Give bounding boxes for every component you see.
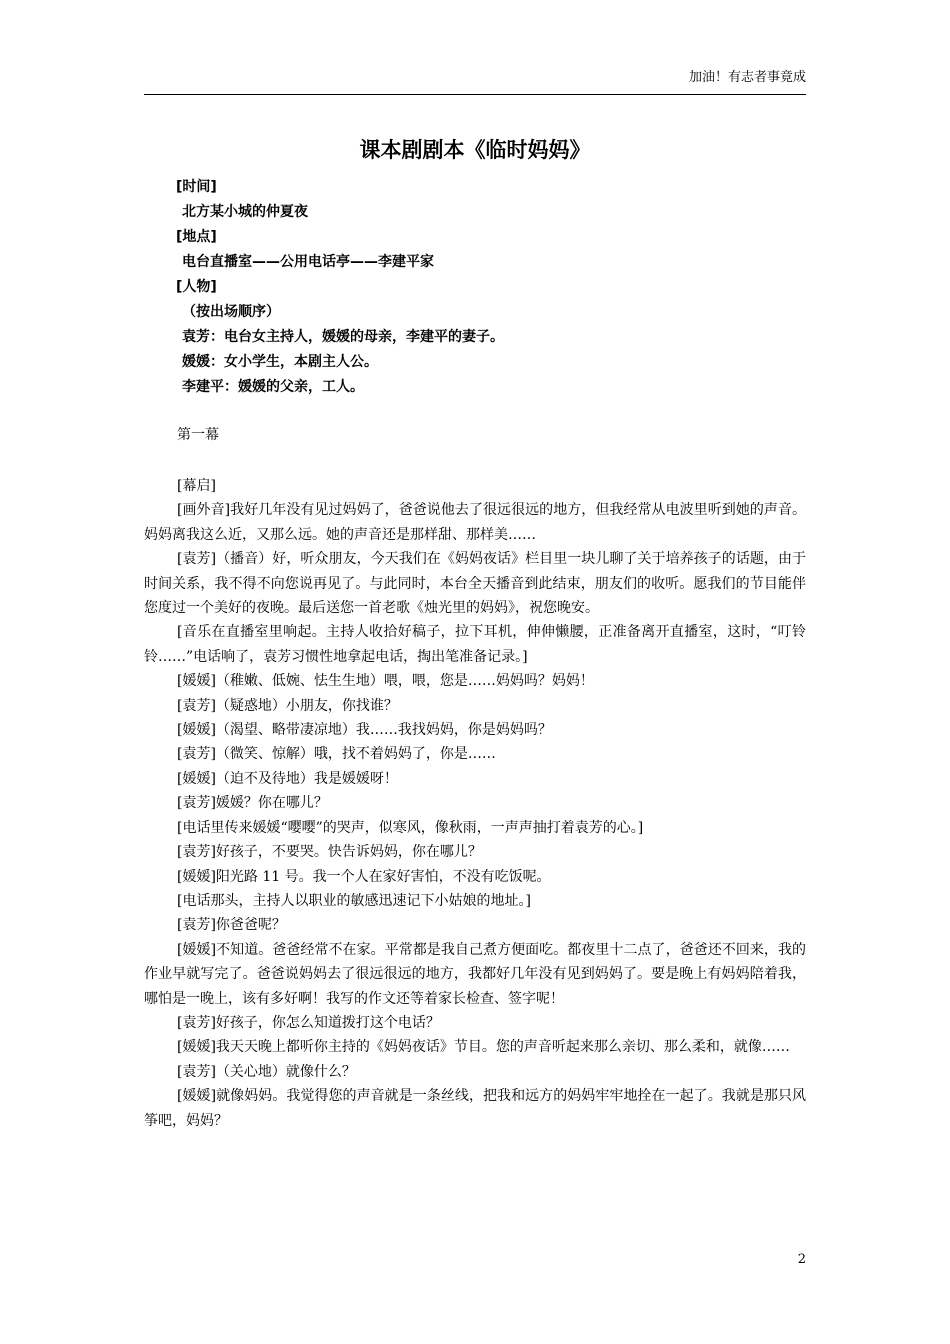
page-number: 2 bbox=[797, 1252, 806, 1267]
script-paragraph: [画外音]我好几年没有见过妈妈了，爸爸说他去了很远很远的地方，但我经常从电波里听到她的声音。妈妈离我这么近，又那么远。她的声音还是那样甜、那样美…… bbox=[144, 502, 806, 543]
script-paragraph: [袁芳]媛媛？你在哪儿？ bbox=[177, 795, 328, 812]
document-title: 课本剧剧本《临时妈妈》 bbox=[359, 138, 591, 162]
cast-info-block bbox=[176, 175, 504, 400]
info-line: 李建平：媛媛的父亲，工人。 bbox=[182, 379, 364, 395]
script-paragraph: [电话那头，主持人以职业的敏感迅速记下小姑娘的地址。] bbox=[177, 892, 531, 909]
script-paragraph: [媛媛]我天天晚上都听你主持的《妈妈夜话》节目。您的声音听起来那么亲切、那么柔和，就像…… bbox=[177, 1039, 790, 1056]
script-paragraph: [媛媛]阳光路 11 号。我一个人在家好害怕，不没有吃饭呢。 bbox=[177, 868, 551, 885]
act-title: 第一幕 bbox=[177, 427, 219, 443]
script-paragraph: [媛媛]不知道。爸爸经常不在家。平常都是我自己煮方便面吃。都夜里十二点了，爸爸还不回来，我的作业早就写完了。爸爸说妈妈去了很远很远的地方，我都好几年没有见到妈妈了。要是晚上有妈妈陪着我，哪怕是一晚上，该有多好啊！我写的作文还等着家长检查、签字呢！ bbox=[144, 941, 806, 1007]
info-line: 电台直播室——公用电话亭——李建平家 bbox=[182, 254, 434, 270]
script-body bbox=[144, 474, 806, 1133]
header-rule bbox=[144, 94, 806, 95]
page-header: 加油！有志者事竟成 bbox=[688, 70, 806, 85]
script-paragraph: [媛媛]就像妈妈。我觉得您的声音就是一条丝线，把我和远方的妈妈牢牢地拴在一起了。我就是那只风筝吧，妈妈？ bbox=[144, 1088, 806, 1129]
info-line: （按出场顺序） bbox=[182, 304, 280, 320]
info-line: 袁芳：电台女主持人，媛媛的母亲，李建平的妻子。 bbox=[182, 329, 504, 345]
script-paragraph: [袁芳]（播音）好，听众朋友，今天我们在《妈妈夜话》栏目里一块儿聊了关于培养孩子的话题，由于时间关系，我不得不向您说再见了。与此同时，本台全天播音到此结束，朋友们的收听。愿我们的节目能伴您度过一个美好的夜晚。最后送您一首老歌《烛光里的妈妈》，祝您晚安。 bbox=[144, 551, 806, 617]
script-paragraph: [袁芳]好孩子，你怎么知道拨打这个电话？ bbox=[177, 1014, 440, 1031]
script-paragraph: [媛媛]（渴望、略带凄凉地）我……我找妈妈，你是妈妈吗？ bbox=[177, 722, 552, 739]
script-paragraph: [幕启] bbox=[177, 478, 216, 494]
script-paragraph: [袁芳]（关心地）就像什么？ bbox=[177, 1063, 356, 1080]
script-paragraph: [媛媛]（稚嫩、低婉、怯生生地）喂，喂，您是……妈妈吗？妈妈！ bbox=[177, 673, 594, 690]
info-line: 媛媛：女小学生，本剧主人公。 bbox=[182, 354, 378, 370]
info-line: [人物] bbox=[176, 279, 217, 295]
script-paragraph: [袁芳]（微笑、惊解）哦，找不着妈妈了，你是…… bbox=[177, 746, 496, 763]
info-line: 北方某小城的仲夏夜 bbox=[182, 204, 308, 220]
script-paragraph: [袁芳]你爸爸呢？ bbox=[177, 917, 286, 934]
info-line: [地点] bbox=[176, 229, 217, 245]
script-paragraph: [音乐在直播室里响起。主持人收拾好稿子，拉下耳机，伸伸懒腰，正准备离开直播室，这时，“叮铃铃……”电话响了，袁芳习惯性地拿起电话，掏出笔准备记录。] bbox=[144, 624, 806, 665]
script-paragraph: [媛媛]（迫不及待地）我是媛媛呀！ bbox=[177, 770, 398, 787]
script-paragraph: [电话里传来媛媛“嘤嘤”的哭声，似寒风，像秋雨，一声声抽打着袁芳的心。] bbox=[177, 819, 644, 836]
script-paragraph: [袁芳]（疑惑地）小朋友，你找谁？ bbox=[177, 697, 398, 714]
info-line: [时间] bbox=[176, 179, 217, 195]
script-paragraph: [袁芳]好孩子，不要哭。快告诉妈妈，你在哪儿？ bbox=[177, 844, 482, 861]
